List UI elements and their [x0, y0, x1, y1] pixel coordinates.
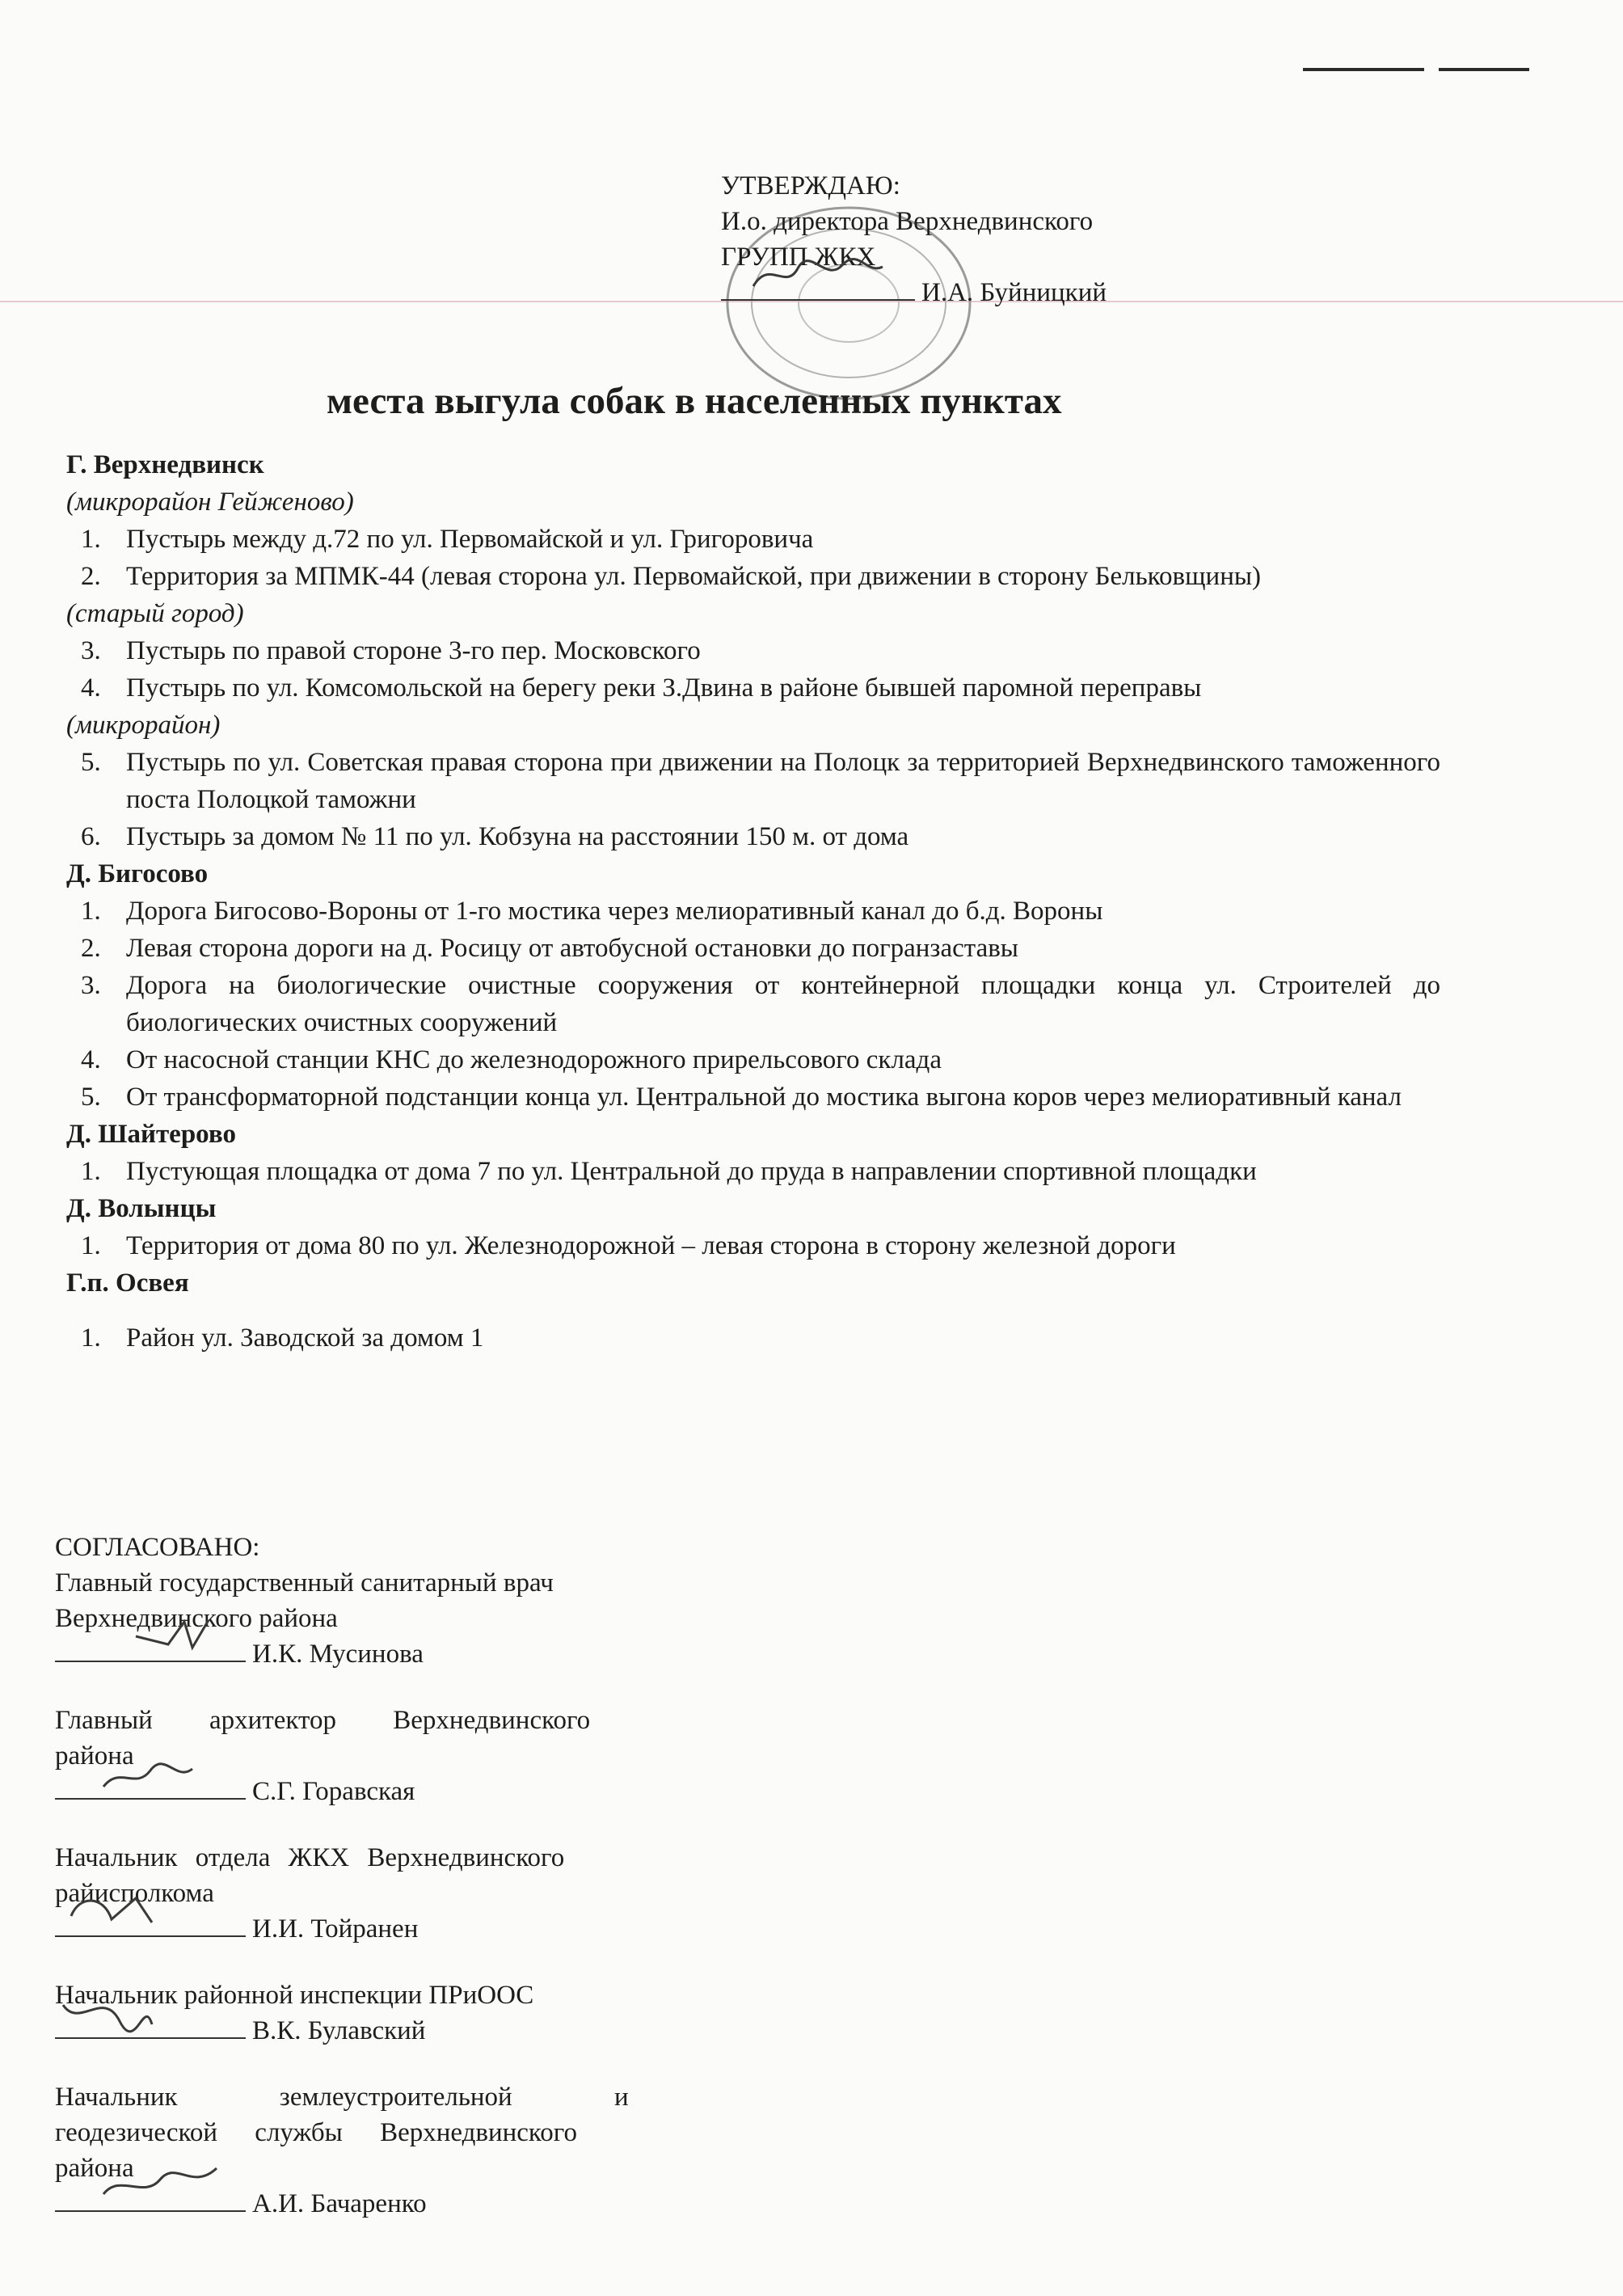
- item-number: 5.: [81, 748, 101, 777]
- signer-name: С.Г. Горавская: [252, 1777, 415, 1806]
- item-number: 1.: [81, 1323, 101, 1353]
- agreement-signer: [55, 1565, 702, 1672]
- signer-name: А.И. Бачаренко: [252, 2189, 427, 2218]
- signer-role-line: Начальник районной инспекции ПРиООС: [55, 1981, 534, 2010]
- item-text: От насосной станции КНС до железнодорожного прирельсового склада: [126, 1045, 942, 1074]
- list-item: [66, 893, 1440, 930]
- signer-role-line: [55, 2115, 702, 2150]
- item-number: 3.: [81, 971, 101, 1000]
- signature-row: [55, 2186, 702, 2222]
- item-number: 4.: [81, 673, 101, 703]
- signature-row: [55, 1774, 702, 1809]
- agreement-signer: [55, 1977, 702, 2049]
- item-text: Район ул. Заводской за домом 1: [126, 1323, 484, 1353]
- list-item: [66, 558, 1440, 595]
- signature-line: [55, 1911, 246, 1937]
- signer-role-line: района: [55, 1741, 134, 1771]
- approval-heading: УТВЕРЖДАЮ:: [721, 171, 900, 200]
- list-item: [66, 967, 1440, 1041]
- item-text: Левая сторона дороги на д. Росицу от автобусной остановки до погранзаставы: [126, 934, 1018, 963]
- top-rule-right: [1439, 68, 1529, 71]
- document-title: места выгула собак в населенных пунктах: [327, 380, 1062, 422]
- place-heading: Д. Бигосово: [66, 859, 209, 888]
- place-heading: Д. Волынцы: [66, 1194, 217, 1223]
- items-list: [66, 744, 1440, 855]
- list-item: [66, 1041, 1440, 1078]
- top-rule-left: [1303, 68, 1424, 71]
- handwritten-signature: [55, 1612, 246, 1661]
- item-number: 1.: [81, 1157, 101, 1186]
- agreement-signer: [55, 1703, 702, 1809]
- signer-name: И.К. Мусинова: [252, 1640, 424, 1669]
- agreement-block: [55, 1530, 702, 2222]
- list-item: [66, 521, 1440, 558]
- signature-row: [55, 2013, 702, 2049]
- signature-line: [55, 2186, 246, 2212]
- place-heading: Д. Шайтерово: [66, 1120, 236, 1149]
- agreement-signer: [55, 1840, 702, 1947]
- approval-block: [721, 168, 1287, 310]
- place-heading: Г. Верхнедвинск: [66, 450, 264, 479]
- item-number: 2.: [81, 934, 101, 963]
- item-number: 2.: [81, 562, 101, 591]
- items-list: [66, 1227, 1440, 1264]
- approval-signer: И.А. Буйницкий: [921, 278, 1107, 307]
- district-label: (микрорайон): [66, 711, 221, 740]
- items-list: [66, 521, 1440, 595]
- signature-row: [55, 1636, 702, 1672]
- list-item: [66, 632, 1440, 669]
- signature-line: [55, 1774, 246, 1800]
- handwritten-signature: [55, 1989, 246, 2037]
- list-item: [66, 930, 1440, 967]
- list-item: [66, 1227, 1440, 1264]
- approval-position-line1: И.о. директора Верхнедвинского: [721, 207, 1094, 236]
- signer-role-line: Верхнедвинского района: [55, 1604, 338, 1633]
- item-text: Дорога на биологические очистные сооружения от контейнерной площадки конца ул. Строителей до биологических очистных сооружений: [126, 971, 1440, 1037]
- handwritten-signature: [55, 1887, 246, 1935]
- signer-role-line: района: [55, 2154, 134, 2183]
- item-number: 1.: [81, 897, 101, 926]
- item-text: Пустырь между д.72 по ул. Первомайской и ул. Григоровича: [126, 525, 814, 554]
- item-text: Пустырь за домом № 11 по ул. Кобзуна на расстоянии 150 м. от дома: [126, 822, 909, 851]
- agreement-signer: [55, 2079, 702, 2222]
- item-text: Пустующая площадка от дома 7 по ул. Центральной до пруда в направлении спортивной площадки: [126, 1157, 1257, 1186]
- signer-name: И.И. Тойранен: [252, 1914, 419, 1944]
- items-list: [66, 1319, 1440, 1357]
- item-text: Пустырь по правой стороне 3-го пер. Московского: [126, 636, 701, 665]
- item-number: 5.: [81, 1083, 101, 1112]
- item-number: 4.: [81, 1045, 101, 1074]
- items-list: [66, 632, 1440, 707]
- signature-line: [55, 2013, 246, 2039]
- handwritten-signature: [55, 1749, 246, 1798]
- signature-line: [55, 1636, 246, 1662]
- signer-role-text: Главный архитектор Верхнедвинского: [55, 1706, 591, 1735]
- signer-role-line: [55, 1703, 702, 1738]
- agreement-heading: СОГЛАСОВАНО:: [55, 1533, 260, 1562]
- item-number: 1.: [81, 525, 101, 554]
- place-heading: Г.п. Освея: [66, 1268, 189, 1298]
- item-text: Территория за МПМК-44 (левая сторона ул. Первомайской, при движении в сторону Бельковщины): [126, 562, 1262, 591]
- item-text: Пустырь по ул. Комсомольской на берегу реки З.Двина в районе бывшей паромной переправы: [126, 673, 1202, 703]
- handwritten-signature: [55, 2162, 246, 2210]
- item-number: 6.: [81, 822, 101, 851]
- list-item: [66, 669, 1440, 707]
- approval-signature-row: [721, 275, 1287, 310]
- items-list: [66, 893, 1440, 1116]
- list-item: [66, 744, 1440, 818]
- items-list: [66, 1153, 1440, 1190]
- signer-role-line: Главный государственный санитарный врач: [55, 1568, 554, 1597]
- item-text: Территория от дома 80 по ул. Железнодорожной – левая сторона в сторону железной дороги: [126, 1231, 1176, 1260]
- item-text: Пустырь по ул. Советская правая сторона при движении на Полоцк за территорией Верхнедвинского таможенного поста Полоцкой таможни: [126, 748, 1440, 814]
- list-item: [66, 1319, 1440, 1357]
- signature-row: [55, 1911, 702, 1947]
- signer-role-text: геодезической службы Верхнедвинского: [55, 2118, 578, 2147]
- signer-role-line: райисполкома: [55, 1879, 214, 1908]
- approval-position-line2: ГРУПП ЖКХ: [721, 243, 876, 272]
- list-item: [66, 1078, 1440, 1116]
- item-number: 1.: [81, 1231, 101, 1260]
- item-number: 3.: [81, 636, 101, 665]
- list-item: [66, 818, 1440, 855]
- signer-role-line: [55, 2079, 702, 2115]
- dog-walking-places-list: [66, 446, 1440, 1357]
- district-label: (старый город): [66, 599, 244, 628]
- signature-line: [721, 275, 915, 301]
- item-text: Дорога Бигосово-Вороны от 1-го мостика через мелиоративный канал до б.д. Вороны: [126, 897, 1103, 926]
- district-label: (микрорайон Гейженово): [66, 487, 354, 517]
- handwritten-signature: [721, 251, 915, 299]
- list-item: [66, 1153, 1440, 1190]
- signer-role-line: Начальник отдела ЖКХ Верхнедвинского: [55, 1843, 565, 1872]
- signer-name: В.К. Булавский: [252, 2016, 426, 2045]
- item-text: От трансформаторной подстанции конца ул. Центральной до мостика выгона коров через мелиоративный канал: [126, 1083, 1402, 1112]
- signer-role-text: Начальник землеустроительной и: [55, 2083, 629, 2112]
